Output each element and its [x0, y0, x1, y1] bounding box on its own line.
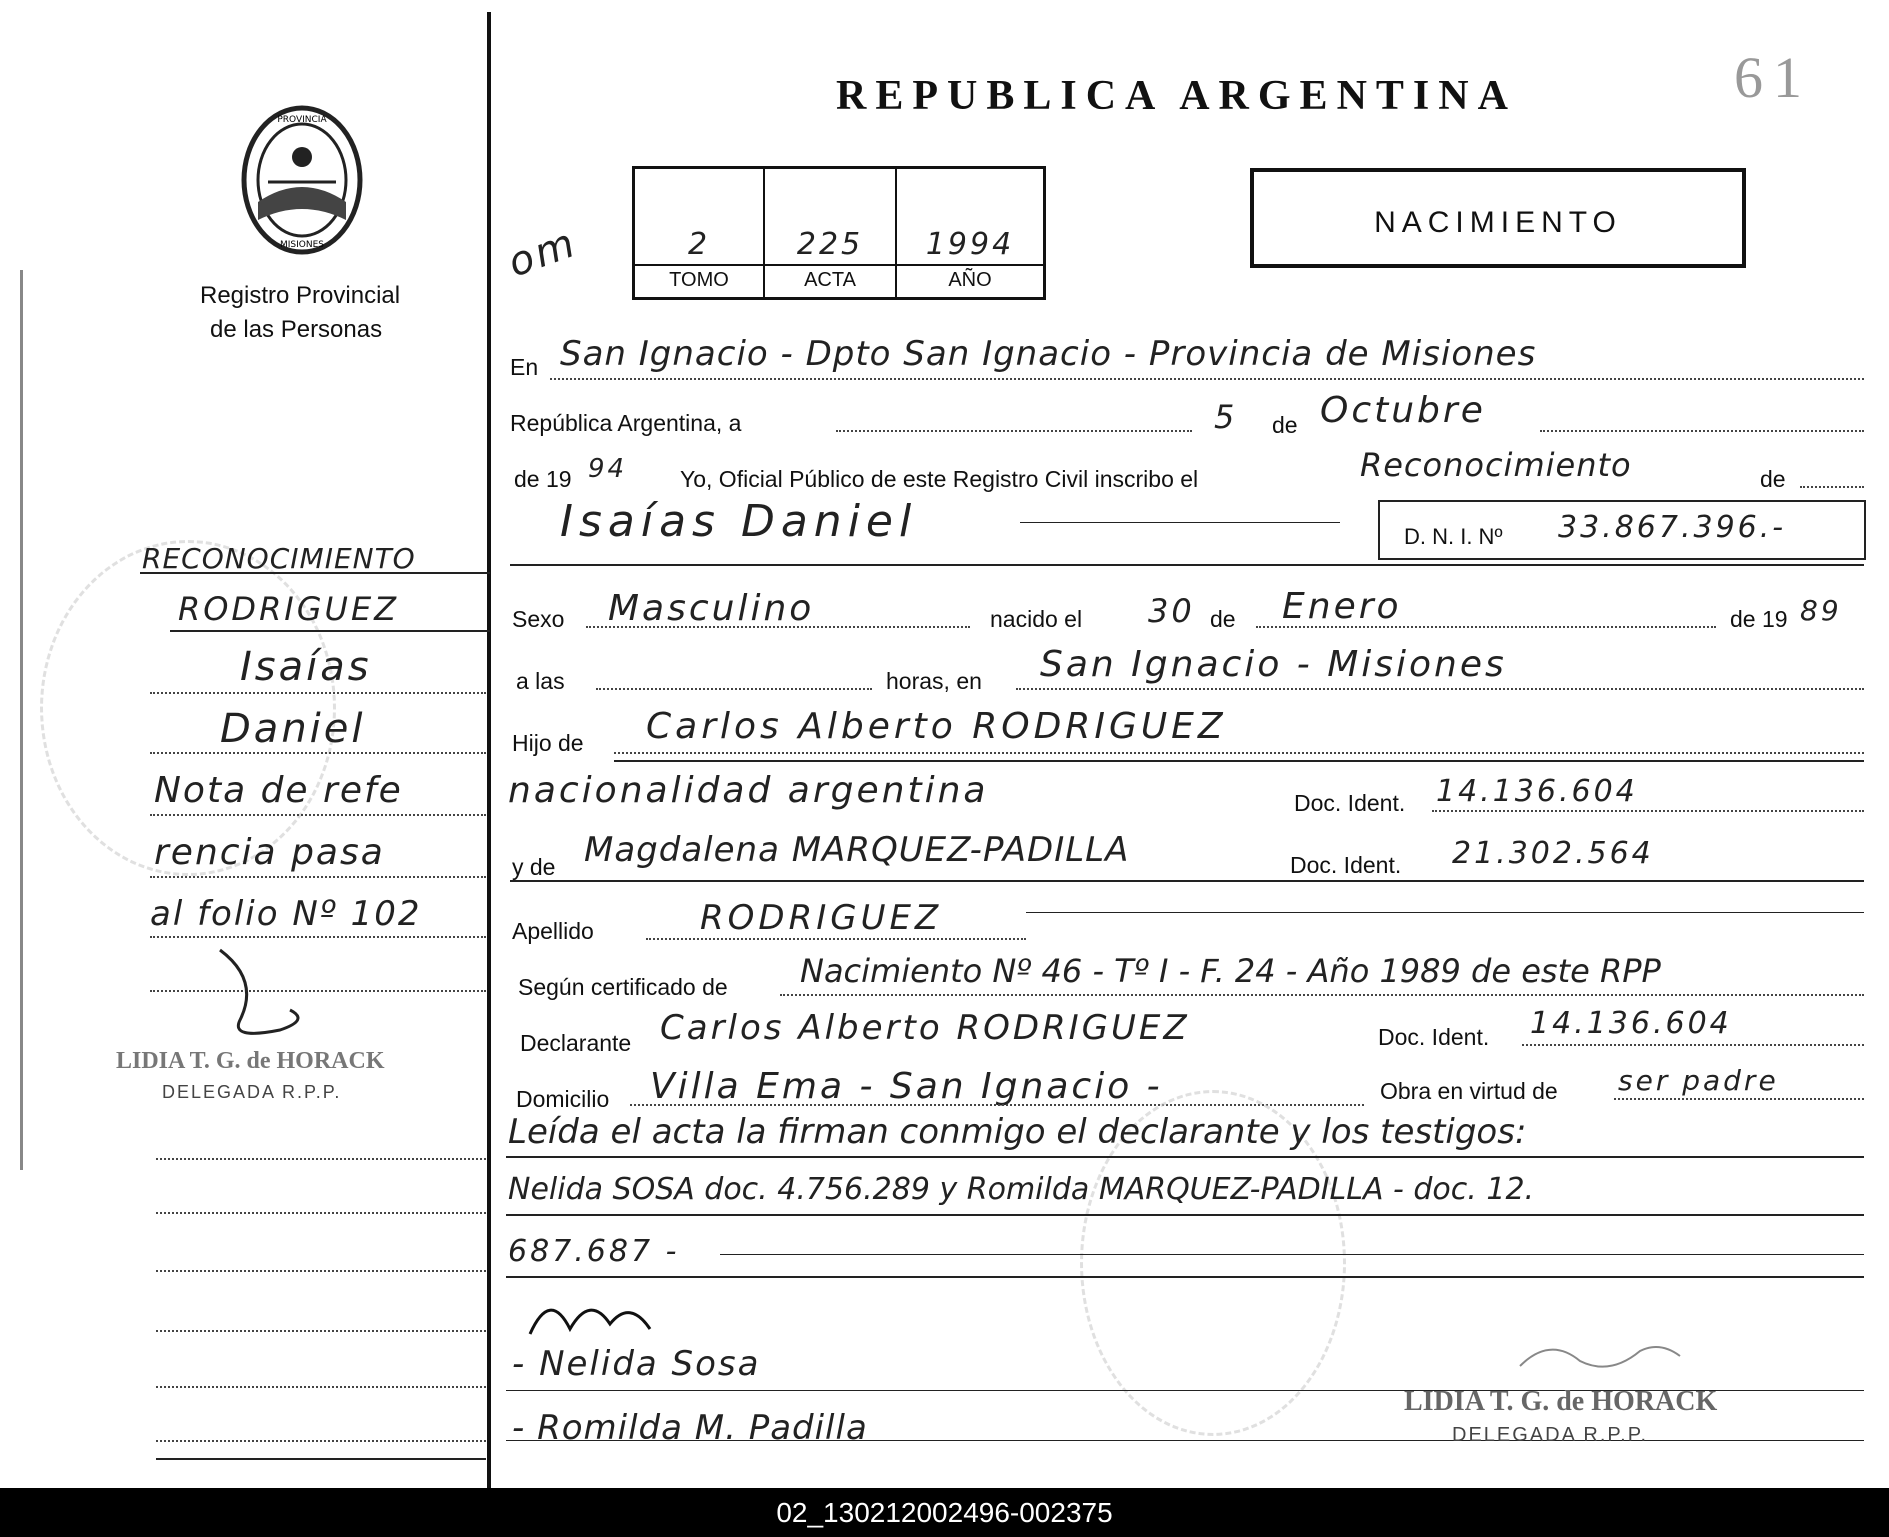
- domicilio-field: Villa Ema - San Ignacio -: [650, 1066, 1163, 1107]
- ano-label: AÑO: [948, 269, 992, 291]
- closing-line3: 687.687 -: [508, 1234, 680, 1269]
- de19-label-2: de 19: [1730, 606, 1788, 632]
- seal-text-bottom: MISIONES: [279, 240, 325, 250]
- declarante-name: Carlos Alberto RODRIGUEZ: [660, 1008, 1190, 1048]
- hijo-label: Hijo de: [512, 730, 584, 756]
- acta-label: ACTA: [804, 269, 856, 291]
- closing-line1: Leída el acta la firman conmigo el declarante y los testigos:: [508, 1112, 1527, 1152]
- official-stamp-name: LIDIA T. G. de HORACK: [1404, 1386, 1718, 1417]
- margin-signature: [200, 940, 320, 1050]
- margin-note-l1: Nota de refe: [154, 770, 403, 811]
- signature-witness1: - Nelida Sosa: [512, 1344, 761, 1384]
- obra-label: Obra en virtud de: [1380, 1078, 1558, 1104]
- domicilio-label: Domicilio: [516, 1086, 610, 1112]
- divider-left-edge: [20, 270, 23, 1170]
- inscription-type: Reconocimiento: [1360, 446, 1632, 484]
- document-type-box: [1250, 168, 1746, 268]
- oficial-label: Yo, Oficial Público de este Registro Civil inscribo el: [680, 466, 1199, 492]
- en-label: En: [510, 354, 539, 380]
- declarante-doc: 14.136.604: [1530, 1006, 1732, 1041]
- day-field: 5: [1214, 398, 1238, 436]
- page-number: 61: [1734, 45, 1812, 110]
- margin-stamp-role: DELEGADA R.P.P.: [162, 1082, 342, 1102]
- birth-month: Enero: [1282, 586, 1402, 627]
- province-seal: [238, 102, 366, 258]
- de19-label: de 19: [514, 466, 572, 492]
- doc-ident-label-3: Doc. Ident.: [1378, 1024, 1490, 1050]
- footer-bar: [0, 1488, 1889, 1537]
- birth-place: San Ignacio - Misiones: [1040, 644, 1507, 685]
- registry-line2: de las Personas: [210, 316, 383, 343]
- de-label-2: de: [1760, 466, 1786, 492]
- doc-ident-label-2: Doc. Ident.: [1290, 852, 1402, 878]
- birth-day: 30: [1148, 592, 1195, 630]
- sexo-value: Masculino: [608, 588, 815, 629]
- closing-line2: Nelida SOSA doc. 4.756.289 y Romilda MARQUEZ-PADILLA - doc. 12.: [508, 1172, 1535, 1207]
- margin-note-l3: al folio Nº 102: [150, 894, 422, 934]
- surname-field: RODRIGUEZ: [700, 898, 943, 938]
- de-label-3: de: [1210, 606, 1236, 632]
- acta-value: 225: [796, 227, 864, 262]
- father-nationality: nacionalidad argentina: [508, 770, 989, 811]
- nacido-label: nacido el: [990, 606, 1083, 632]
- ano-value: 1994: [925, 227, 1015, 262]
- segun-label: Según certificado de: [518, 974, 728, 1000]
- document-type: NACIMIENTO: [1374, 206, 1622, 239]
- yde-label: y de: [512, 854, 556, 880]
- certificate-field: Nacimiento Nº 46 - Tº I - F. 24 - Año 1989 de este RPP: [800, 952, 1661, 990]
- birth-year-suffix: 89: [1800, 594, 1842, 627]
- record-box: [632, 166, 1046, 300]
- father-name: Carlos Alberto RODRIGUEZ: [646, 706, 1227, 747]
- obra-value: ser padre: [1618, 1064, 1779, 1097]
- alas-label: a las: [516, 668, 565, 694]
- divider-main: [487, 12, 491, 1488]
- de-label-1: de: [1272, 412, 1298, 438]
- horas-label: horas, en: [886, 668, 982, 694]
- sexo-label: Sexo: [512, 606, 565, 632]
- country-title: REPUBLICA ARGENTINA: [836, 73, 1517, 119]
- child-name: Isaías Daniel: [560, 496, 918, 547]
- year-suffix: 94: [588, 454, 628, 484]
- initials: om: [502, 219, 584, 287]
- file-id: 02_130212002496-002375: [776, 1497, 1113, 1528]
- margin-note-l2: rencia pasa: [154, 832, 385, 873]
- father-doc: 14.136.604: [1436, 774, 1638, 809]
- margin-name1: Isaías: [240, 644, 372, 690]
- apellido-label: Apellido: [512, 918, 594, 944]
- margin-name2: Daniel: [220, 706, 366, 752]
- declarante-label: Declarante: [520, 1030, 632, 1056]
- tomo-value: 2: [687, 227, 711, 262]
- tomo-label: TOMO: [669, 269, 729, 291]
- margin-stamp-name: LIDIA T. G. de HORACK: [116, 1048, 385, 1074]
- seal-text-top: PROVINCIA: [277, 115, 327, 125]
- doc-ident-label-1: Doc. Ident.: [1294, 790, 1406, 816]
- margin-title: RECONOCIMIENTO: [142, 542, 416, 575]
- mother-doc: 21.302.564: [1452, 836, 1654, 871]
- mother-name: Magdalena MARQUEZ-PADILLA: [584, 830, 1130, 870]
- signature-witness2: - Romilda M. Padilla: [512, 1408, 868, 1448]
- republica-label: República Argentina, a: [510, 410, 742, 436]
- dni-value: 33.867.396.-: [1558, 510, 1787, 545]
- place-field: San Ignacio - Dpto San Ignacio - Provincia de Misiones: [560, 334, 1537, 374]
- margin-surname: RODRIGUEZ: [178, 590, 400, 628]
- dni-label: D. N. I. Nº: [1404, 524, 1503, 549]
- month-field: Octubre: [1320, 390, 1486, 431]
- official-stamp-role: DELEGADA R.P.P.: [1452, 1424, 1649, 1446]
- registry-line1: Registro Provincial: [200, 282, 401, 309]
- signature-official: [1510, 1326, 1690, 1386]
- dni-box: [1378, 500, 1866, 560]
